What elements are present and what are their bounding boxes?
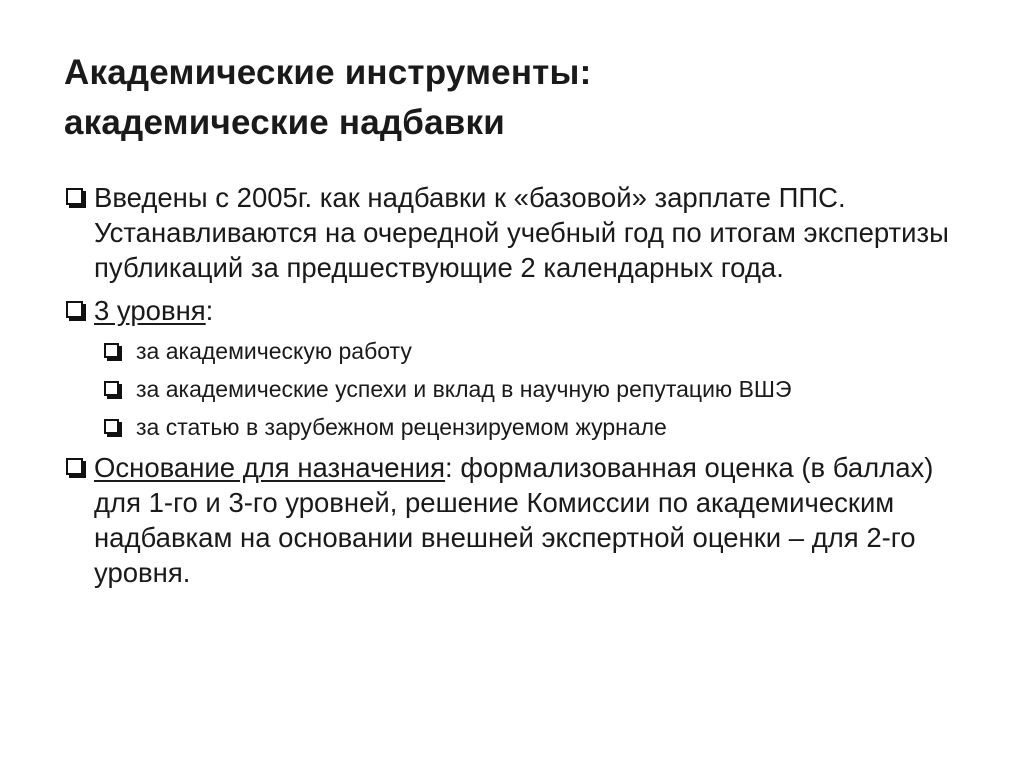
bullet-label-underlined: 3 уровня <box>94 295 206 326</box>
checkbox-bullet-icon <box>66 301 83 318</box>
bullet-item-levels <box>64 293 974 328</box>
sub-bullet-item <box>104 374 974 404</box>
checkbox-bullet-icon <box>66 458 83 475</box>
slide-title-line-1: Академические инструменты: <box>64 53 592 92</box>
checkbox-bullet-icon <box>66 188 83 205</box>
bullet-item-introduced <box>64 180 974 285</box>
bullet-label-underlined: Основание для назначения <box>94 452 446 483</box>
checkbox-bullet-icon <box>104 381 119 396</box>
slide-title <box>64 48 964 148</box>
checkbox-bullet-icon <box>104 419 119 434</box>
bullet-text: Введены с 2005г. как надбавки к «базовой» зарплате ППС. Устанавливаются на очередной учебный год по итогам экспертизы публикаций за предшествующие 2 календарных года. <box>94 182 949 283</box>
slide-title-line-2: академические надбавки <box>64 103 505 142</box>
bullet-suffix: : <box>205 295 214 326</box>
checkbox-bullet-icon <box>104 343 119 358</box>
sub-bullet-text: за академическую работу <box>136 338 412 364</box>
slide-body <box>64 180 974 598</box>
sub-bullet-item <box>104 336 974 366</box>
sub-bullet-text: за академические успехи и вклад в научную репутацию ВШЭ <box>136 376 792 402</box>
bullet-item-basis <box>64 450 974 590</box>
sub-bullet-text: за статью в зарубежном рецензируемом журнале <box>136 414 667 440</box>
bullet-suffix: : формализованная оценка (в баллах) для 1-го и 3-го уровней, решение Комиссии по академическим надбавкам на основании внешней экспертной оценки – для 2-го уровня. <box>94 452 934 588</box>
sub-bullet-item <box>104 412 974 442</box>
